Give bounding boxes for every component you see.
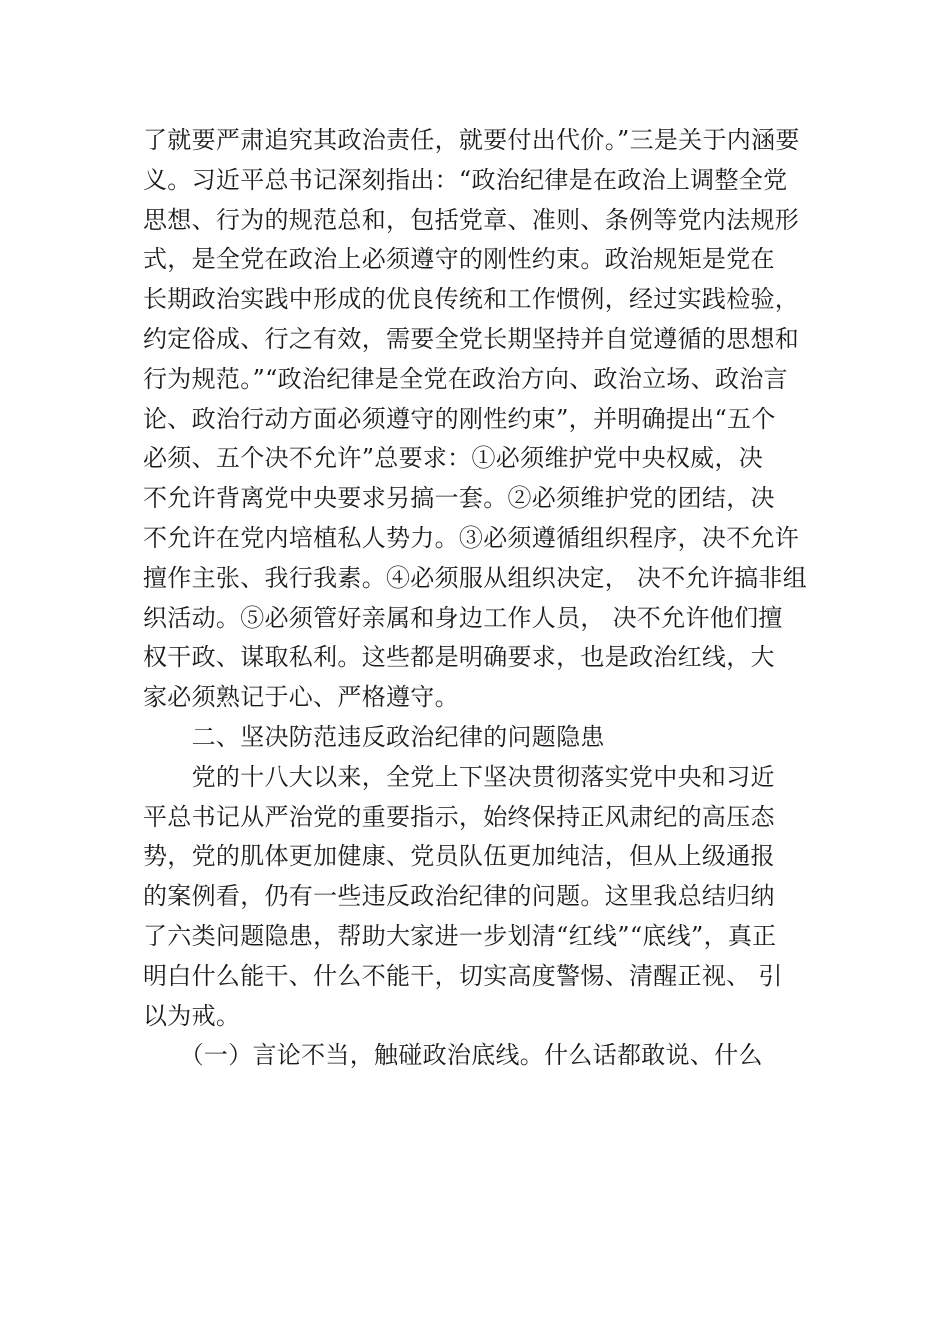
text-line: 长期政治实践中形成的优良传统和工作惯例，经过实践检验， xyxy=(143,285,800,314)
text-line: 以为戒。 xyxy=(143,1001,241,1030)
text-line: 势，党的肌体更加健康、党员队伍更加纯洁，但从上级通报 xyxy=(143,842,775,871)
text-line: 的案例看，仍有一些违反政治纪律的问题。这里我总结归纳 xyxy=(143,882,775,911)
text-line: 了六类问题隐患，帮助大家进一步划清“红线”“底线”，真正 xyxy=(143,921,777,950)
text-line: 明白什么能干、什么不能干，切实高度警惕、清醒正视、 引 xyxy=(143,961,783,990)
text-line: 论、政治行动方面必须遵守的刚性约束”，并明确提出“五个 xyxy=(143,404,776,433)
section-heading: 二、坚决防范违反政治纪律的问题隐患 xyxy=(143,722,605,751)
text-line: 擅作主张、我行我素。④必须服从组织决定， 决不允许搞非组 xyxy=(143,563,808,592)
text-line: 思想、行为的规范总和，包括党章、准则、条例等党内法规形 xyxy=(143,205,800,234)
text-line: 权干政、谋取私利。这些都是明确要求，也是政治红线，大 xyxy=(143,643,775,672)
text-line: 党的十八大以来，全党上下坚决贯彻落实党中央和习近 xyxy=(143,762,775,791)
text-line: 式，是全党在政治上必须遵守的刚性约束。政治规矩是党在 xyxy=(143,245,775,274)
text-line: 了就要严肃追究其政治责任，就要付出代价。”三是关于内涵要 xyxy=(143,126,800,154)
text-line: 不允许背离党中央要求另搞一套。②必须维护党的团结，决 xyxy=(143,484,775,513)
text-line: 家必须熟记于心、严格遵守。 xyxy=(143,683,459,712)
text-line: 约定俗成、行之有效，需要全党长期坚持并自觉遵循的思想和 xyxy=(143,324,800,353)
text-line: 平总书记从严治党的重要指示，始终保持正风肃纪的高压态 xyxy=(143,802,775,831)
text-line: 织活动。⑤必须管好亲属和身边工作人员， 决不允许他们擅 xyxy=(143,603,783,632)
text-line: 行为规范。”“政治纪律是全党在政治方向、政治立场、政治言 xyxy=(143,364,788,393)
text-line: 不允许在党内培植私人势力。③必须遵循组织程序，决不允许 xyxy=(143,523,800,552)
text-line: 义。习近平总书记深刻指出：“政治纪律是在政治上调整全党 xyxy=(143,165,788,194)
text-line: 必须、五个决不允许”总要求：①必须维护党中央权威，决 xyxy=(143,444,764,473)
body-text xyxy=(143,121,823,1076)
subsection-heading: （一）言论不当，触碰政治底线。什么话都敢说、什么 xyxy=(143,1041,763,1070)
